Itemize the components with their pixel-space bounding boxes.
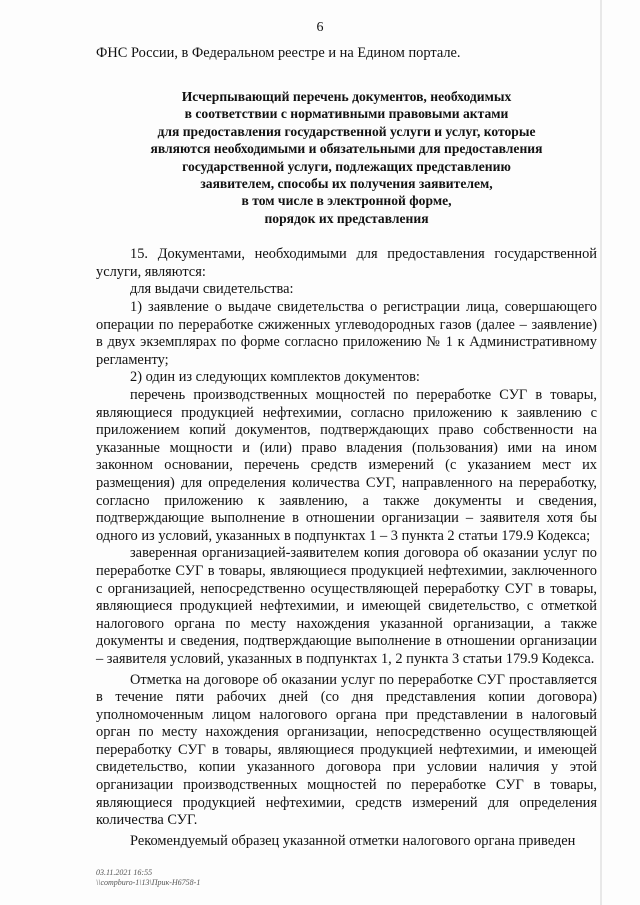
scan-edge-line (600, 0, 602, 905)
heading-line: заявителем, способы их получения заявителем, (200, 176, 493, 192)
paragraph-contract-copy: заверенная организацией-заявителем копия договора об оказании услуг по переработке СУГ в товары, являющиеся продукцией нефтехимии, заключенного с организацией, непосредственно осуществляющей переработку СУГ в товары, являющиеся продукцией нефтехимии, и имеющей свидетельство, с отметкой налогового органа по месту нахождения указанной организации, а также документы и сведения, подтверждающие выполнение в отношении организации – заявителя условий, указанных в подпунктах 1, 2 пункта 3 статьи 179.9 Кодекса. (96, 545, 597, 667)
page-content (96, 44, 597, 850)
heading-line: в соответствии с нормативными правовыми актами (184, 106, 509, 122)
heading-line: Исчерпывающий перечень документов, необходимых (181, 89, 512, 104)
heading-line: в том числе в электронной форме, (241, 193, 452, 209)
paragraph-tax-mark: Отметка на договоре об оказании услуг по переработке СУГ проставляется в течение пяти рабочих дней (со дня представления копии договора) уполномоченным лицом налогового органа при представлении в налоговый орган по месту нахождения организации, непосредственно осуществляющей переработку СУГ в товары, являющиеся продукцией нефтехимии, и имеющей свидетельство, копии указанного договора при условии наличия у этой организации производственных мощностей по переработке СУГ в товары, являющиеся продукцией нефтехимии, средств измерений для определения количества СУГ. (96, 671, 597, 829)
paragraph-15: 15. Документами, необходимыми для предоставления государственной услуги, являются: (96, 246, 597, 280)
section-heading (96, 88, 597, 227)
heading-line: порядок их представления (264, 210, 429, 226)
heading-line: для предоставления государственной услуги и услуг, которые (157, 123, 536, 139)
heading-line: государственной услуги, подлежащих представлению (182, 158, 511, 174)
footer-file-path: \\compburo-1\13\Прик-Н6758-1 (96, 878, 201, 887)
page-number: 6 (316, 20, 324, 35)
heading-line: являются необходимыми и обязательными для предоставления (150, 141, 543, 157)
document-footer (96, 868, 200, 888)
paragraph-item-1: 1) заявление о выдаче свидетельства о регистрации лица, совершающего операции по переработке сжиженных углеводородных газов (далее – заявление) в двух экземплярах по форме согласно приложению № 1 к Административному регламенту; (96, 299, 597, 368)
paragraph-capacity-list: перечень производственных мощностей по переработке СУГ в товары, являющиеся продукцией нефтехимии, согласно приложению к заявлению с приложением копий документов, подтверждающих право собственности на указанные мощности и (или) право владения (пользования) ими на ином законном основании, перечень средств измерений (с указанием мест их размещения) для определения количества СУГ, направленного на переработку, согласно приложению к заявлению, а также документы и сведения, подтверждающие выполнение в отношении организации – заявителя хотя бы одного из условий, указанных в подпунктах 1 – 3 пункта 2 статьи 179.9 Кодекса; (96, 387, 597, 544)
paragraph-item-2: 2) один из следующих комплектов документов: (130, 369, 420, 386)
footer-timestamp: 03.11.2021 16:55 (96, 868, 153, 877)
paragraph-sample-mark: Рекомендуемый образец указанной отметки налогового органа приведен (130, 832, 576, 849)
paragraph-certificate: для выдачи свидетельства: (130, 281, 294, 298)
intro-line: ФНС России, в Федеральном реестре и на Едином портале. (96, 45, 461, 61)
